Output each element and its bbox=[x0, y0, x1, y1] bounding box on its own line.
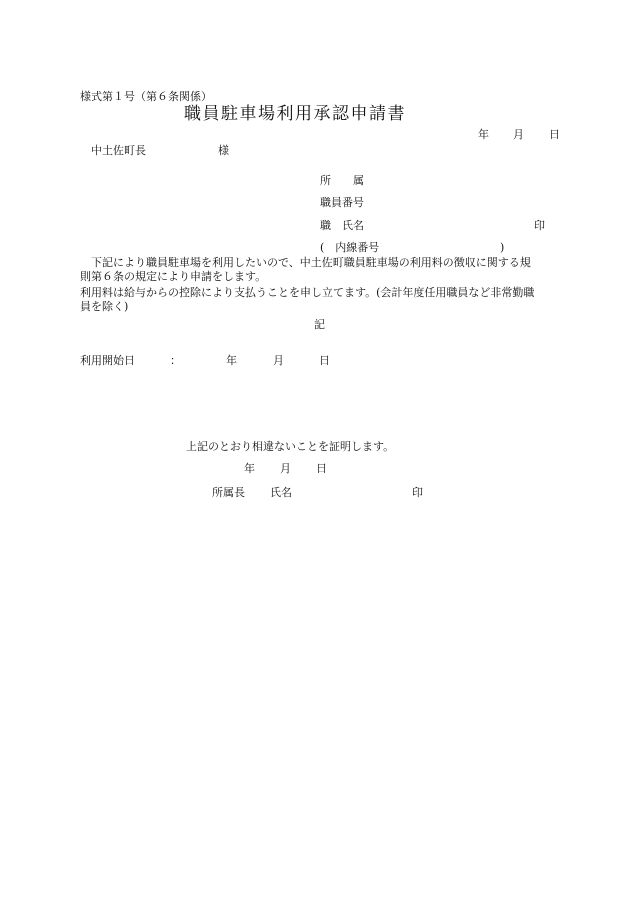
document-title: 職員駐車場利用承認申請書 bbox=[184, 104, 406, 124]
staff-number-label: 職員番号 bbox=[320, 196, 364, 209]
body-line-3: 利用料は給与からの控除により支払うことを申し立てます。(会計年度任用職員など非常勤職 bbox=[80, 286, 535, 299]
date-day-label: 日 bbox=[549, 128, 560, 141]
body-line-2: 則第６条の規定により申請をします。 bbox=[80, 270, 267, 283]
start-date-colon: ： bbox=[170, 354, 181, 367]
start-date-label: 利用開始日 bbox=[80, 354, 135, 367]
record-label: 記 bbox=[314, 318, 325, 331]
applicant-name-label: 職 氏名 bbox=[320, 219, 364, 232]
extension-number-label: ( 内線番号 bbox=[320, 241, 380, 254]
form-number: 様式第１号（第６条関係） bbox=[80, 90, 212, 103]
department-head-name-label: 氏名 bbox=[270, 486, 292, 499]
body-line-1: 下記により職員駐車場を利用したいので、中土佐町職員駐車場の利用料の徴収に関する規 bbox=[80, 256, 531, 269]
date-year-label: 年 bbox=[478, 128, 489, 141]
department-head-seal: 印 bbox=[412, 486, 423, 499]
certification-day: 日 bbox=[316, 462, 327, 475]
body-line-4: 員を除く) bbox=[80, 300, 129, 313]
certification-month: 月 bbox=[280, 462, 291, 475]
applicant-seal: 印 bbox=[534, 219, 545, 232]
start-date-year: 年 bbox=[226, 354, 237, 367]
addressee-name: 中土佐町長 bbox=[91, 144, 146, 157]
department-head-label: 所属長 bbox=[212, 486, 245, 499]
addressee-honorific: 様 bbox=[218, 144, 229, 157]
start-date-day: 日 bbox=[319, 354, 330, 367]
extension-close-paren: ) bbox=[500, 241, 505, 254]
certification-year: 年 bbox=[244, 462, 255, 475]
start-date-month: 月 bbox=[273, 354, 284, 367]
date-month-label: 月 bbox=[513, 128, 524, 141]
department-label: 所 属 bbox=[320, 174, 364, 187]
certification-text: 上記のとおり相違ないことを証明します。 bbox=[186, 440, 395, 453]
